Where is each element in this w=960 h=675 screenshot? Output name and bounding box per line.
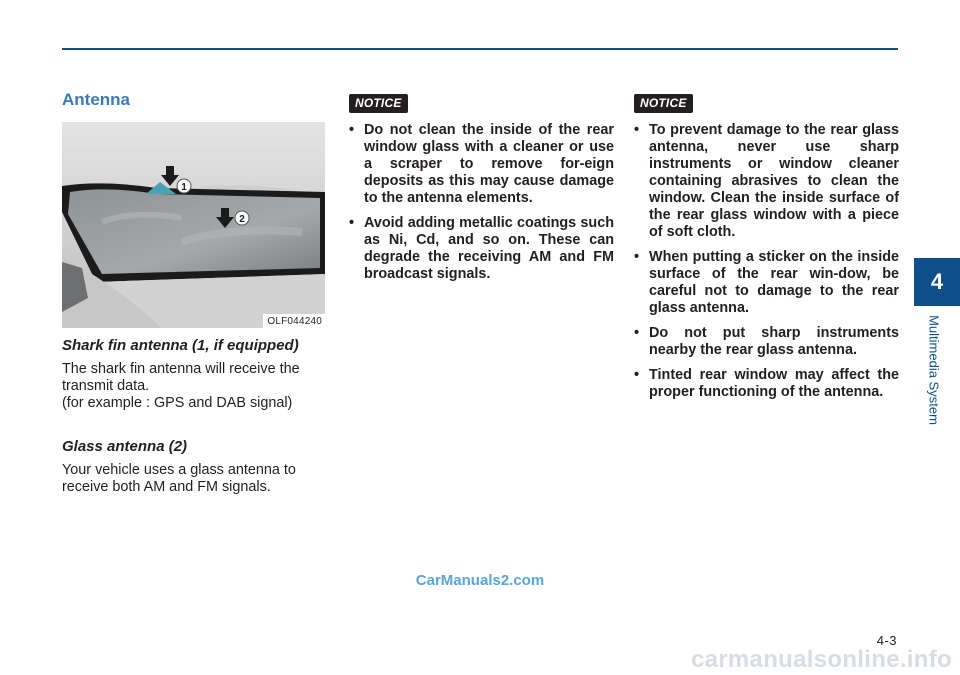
callout-1: [177, 179, 191, 193]
list-item: • Tinted rear window may affect the proper functioning of the antenna.: [634, 367, 899, 401]
list-item: • To prevent damage to the rear glass antenna, never use sharp instruments or window cleaner containing abrasives to clean the window. Clean the inside surface of the rear glass window with a piece of soft cloth.: [634, 122, 899, 241]
shark-fin-heading: Shark fin antenna (1, if equipped): [62, 337, 299, 354]
chapter-label: Multimedia System: [926, 315, 942, 425]
list-item: • Do not clean the inside of the rear window glass with a cleaner or use a scraper to remove for-eign deposits as this may cause damage to the antenna elements.: [349, 122, 614, 207]
page-number: 4-3: [876, 633, 897, 648]
text-line: Your vehicle uses a glass antenna to: [62, 462, 296, 478]
list-item: • When putting a sticker on the inside surface of the rear win-dow, be careful not to damage to the rear glass antenna.: [634, 249, 899, 317]
list-item: • Avoid adding metallic coatings such as Ni, Cd, and so on. These can degrade the receiving AM and FM broadcast signals.: [349, 215, 614, 283]
watermark-link[interactable]: CarManuals2.com: [415, 572, 545, 589]
notice-list: [634, 122, 899, 409]
watermark-text: carmanualsonline.info: [690, 646, 952, 673]
text-line: The shark fin antenna will receive the: [62, 361, 300, 377]
notice-badge: NOTICE: [634, 94, 693, 113]
car-rear-window-illustration: [62, 122, 325, 328]
shark-fin-text: [62, 361, 328, 412]
notice-badge: NOTICE: [349, 94, 408, 113]
section-title: Antenna: [62, 90, 130, 109]
glass-antenna-text: [62, 462, 328, 496]
svg-text:2: 2: [239, 214, 245, 225]
header-rule: [62, 48, 898, 50]
list-item: • Do not put sharp instruments nearby the rear glass antenna.: [634, 325, 899, 359]
chapter-number-tab: 4: [914, 258, 960, 306]
antenna-figure: [62, 122, 325, 328]
glass-antenna-heading: Glass antenna (2): [62, 438, 188, 455]
svg-text:1: 1: [181, 182, 187, 193]
text-line: receive both AM and FM signals.: [62, 479, 271, 495]
figure-code: OLF044240: [263, 314, 325, 328]
text-line: transmit data.: [62, 378, 150, 394]
notice-list: [349, 122, 614, 291]
callout-2: [235, 211, 249, 225]
text-line: (for example : GPS and DAB signal): [62, 395, 293, 411]
